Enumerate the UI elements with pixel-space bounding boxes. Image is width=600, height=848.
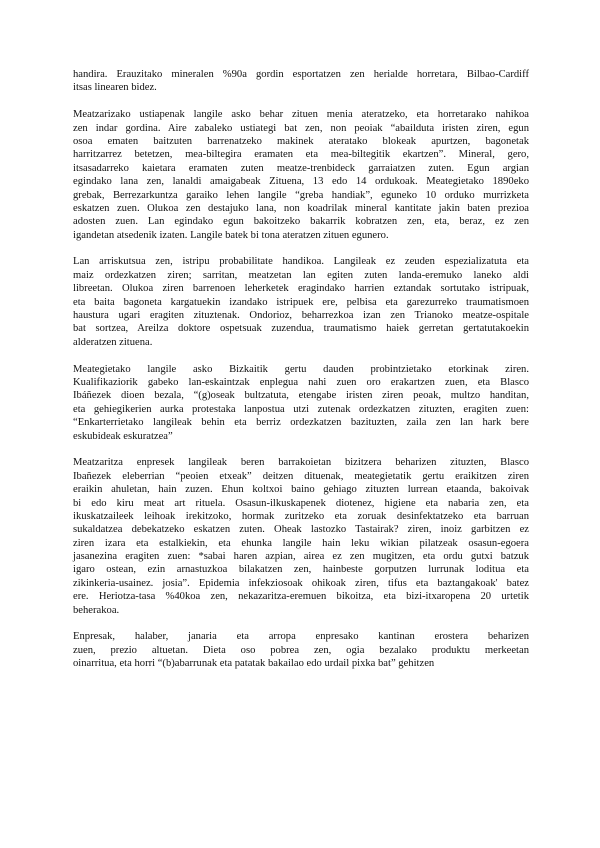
paragraph-gap xyxy=(73,242,529,255)
text-line: ziren izara eta estalkiekin, eta ehunka langile hain leku wikian pilatzeak osasun-egoera xyxy=(73,537,529,549)
text-line: bi edo kiru meat art rituela. Osasun-ilkuskapenek diotenez, higiene eta nabaria zen, eta xyxy=(73,497,529,509)
text-line: eta baita bagoneta kargatuekin izandako istripuek ere, pelbisa eta garezurreko traumatismoen xyxy=(73,296,529,308)
text-line: Kualifikaziorik gabeko lan-eskaintzak enplegua nahi zuen oro erakartzen zuen, eta Blasco xyxy=(73,376,529,388)
paragraph xyxy=(73,456,529,617)
text-line: handira. Erauzitako mineralen %90a gordin esportatzen zen herialde horretara, Bilbao-Cardiff xyxy=(73,69,529,80)
text-line: zen indar gordina. Aire zabaleko ustiategi bat zen, non peoiak “abailduta iristen ziren, egun xyxy=(73,122,529,134)
text-line: ere. Heriotza-tasa %40koa zen, nekazaritza-eremuen bikoitza, eta bizi-itxaropena 20 urtetik xyxy=(73,591,529,603)
text-line: Lan arriskutsua zen, istripu probabilitate handikoa. Langileak ez zeuden espezializatuta eta xyxy=(73,256,529,268)
text-line: Meategietako langile asko Bizkaitik gertu dauden probintzietako etorkinak ziren. xyxy=(73,363,529,375)
text-line: maiz ordezkatzen ziren; sarritan, meatzetan lan egiten zuten landa-eremuko laneko aldi xyxy=(73,269,529,281)
text-line: Meatzaritza enpresek langileak beren barrakoietan bizitzera beharizen zituzten, Blasco xyxy=(73,457,529,469)
text-line: harritzarrez betetzen, mea-biltegira eramaten eta mea-biltegitik ekartzen”. Mineral, gero, xyxy=(73,149,529,161)
text-line: grebak, Berrezarkuntza garaiko lehen langile “greba handiak”, eguneko 10 orduko murrizketa xyxy=(73,189,529,201)
text-line: adosten zuen. Lan egindako egun bakoitzeko bakarrik kobratzen zen, eta, beraz, ez zen xyxy=(73,216,529,228)
body-text xyxy=(73,68,529,671)
text-line: Ibañezek eleberrian “peoien etxeak” deitzen dituenak, meategietatik gertu eraikitzen ziren xyxy=(73,470,529,482)
text-line: eraikin ahuletan, hain zuzen. Ehun koltxoi baino gehiago zituzten lurrean etaanda, bakoivak xyxy=(73,484,529,496)
text-line: haustura ugari eragiten zituztenak. Ondorioz, beharrezkoa izan zen Trianoko meatze-ospitale xyxy=(73,310,529,322)
text-line: alderatzen zituena. xyxy=(73,336,153,348)
text-line: Enpresak, halaber, janaria eta arropa enpresako kantinan erostera beharizen xyxy=(73,631,529,643)
text-line: egindako lana zen, lanaldi amaigabeak Zituena, 13 edo 14 ordukoak. Meategietako 1890eko xyxy=(73,176,529,188)
text-line: “Enkarterrietako langileak behin eta berriz ordezkatzen bazituzten, zaila zen lan hark bere xyxy=(73,417,529,429)
paragraph-gap xyxy=(73,95,529,108)
text-line: zikinkeria-usainez. josia”. Epidemia infekziosoak ohikoak ziren, tifus eta baztangakoak' batez xyxy=(73,577,529,589)
text-line: jasanezina eragiten zuen: *sabai haren azpian, airea ez zen mugitzen, eta ordu gutxi batzuk xyxy=(73,551,529,563)
paragraph-gap xyxy=(73,349,529,362)
paragraph xyxy=(73,255,529,349)
text-line: libreetan. Olukoa ziren barrenoen leherketek eragindako harrien eztandak sortutako istripuak, xyxy=(73,283,529,295)
text-line: eskubideak eskuratzea” xyxy=(73,430,173,442)
text-line: igandetan atsedenik izaten. Langile batek bi tona ateratzen zituen egunero. xyxy=(73,229,389,241)
paragraph-gap xyxy=(73,617,529,630)
text-line: zuen, prezio altuetan. Dieta oso pobrea zen, ogia bezalako produktu merkeetan xyxy=(73,644,529,656)
paragraph xyxy=(73,363,529,443)
paragraph xyxy=(73,108,529,242)
paragraph xyxy=(73,68,529,95)
paragraph xyxy=(73,630,529,670)
paragraph-gap xyxy=(73,443,529,456)
text-line: sukaldatzea debekatzeko eskatzen zuten. Oheak lastozko Tastairak? ziren, inoiz garbitzen ez xyxy=(73,524,529,536)
text-line: bat sortzea, Areilza doktore ospetsuak zuzendua, traumatismo haiek gerretan gertatutakoekin xyxy=(73,323,529,335)
text-line: itsasadarreko kaietara eramaten zuten meatze-trenbideck garraiatzen zuten. Egun argian xyxy=(73,162,529,174)
text-line: osoa ematen baitzuten barrenatzeko makinek ateratako blokeak apurtzen, bagonetak xyxy=(73,135,529,147)
text-line: beherakoa. xyxy=(73,604,120,616)
text-line: Ibáñezek dioen bezala, “(g)oseak bultzatuta, etengabe iristen ziren peoak, multzo handitan, xyxy=(73,390,529,402)
text-line: oinarritua, eta horri “(b)abarrunak eta patatak bakailao edo urdail pixka bat” gehitzen xyxy=(73,658,435,670)
text-line: igaro ostean, ezin arnastuzkoa bilakatzen zen, hainbeste gorputzen lurrunak loditua eta xyxy=(73,564,529,576)
text-line: Meatzarizako ustiapenak langile asko behar zituen menia ateratzeko, eta horretarako nahikoa xyxy=(73,109,529,121)
text-line: eskatzen zuen. Olukoa zen destajuko lana, non koadrilak mineral kantitate jakin baten prezioa xyxy=(73,202,529,214)
text-line: itsas linearen bidez. xyxy=(73,82,157,94)
text-line: ikuskatzaileek leihoak irekitzoko, hormak zuritzeko eta zoruak desinfektatzeko eta barruan xyxy=(73,510,529,522)
text-line: eta gehiegikerien aurka protestaka lanpostua utzi zutenak ordezkatzen zituzten, eragiten zuen: xyxy=(73,403,529,415)
